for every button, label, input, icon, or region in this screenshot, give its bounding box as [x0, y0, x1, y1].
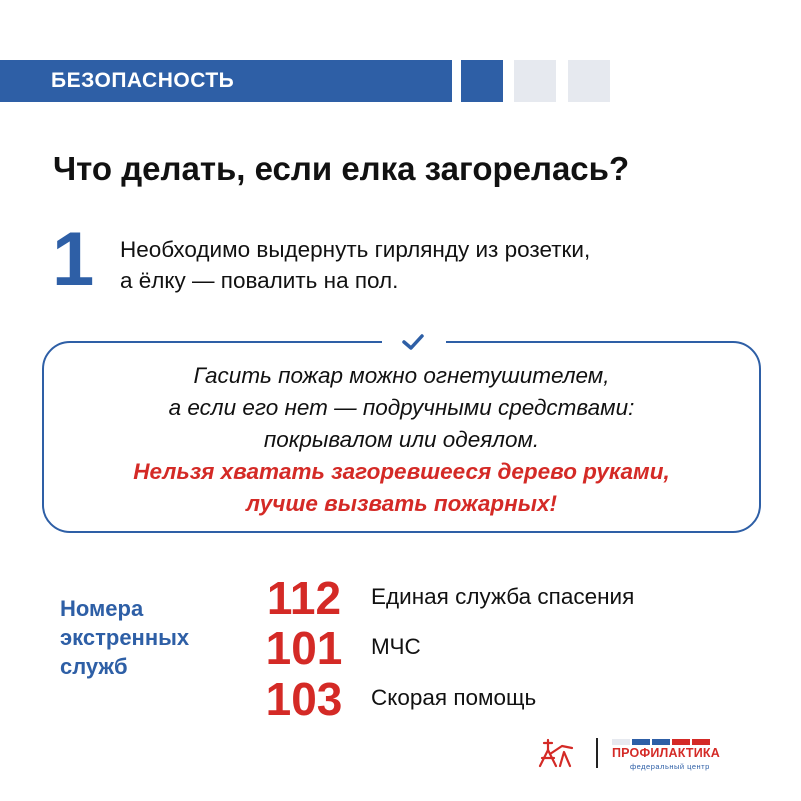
emergency-number-mchs: 101	[265, 622, 343, 674]
emergency-label	[60, 594, 189, 681]
check-icon	[400, 333, 426, 351]
category-band	[0, 60, 452, 102]
note-line-3: покрывалом или одеялом.	[263, 427, 540, 452]
warning-line-2: лучше вызвать пожарных!	[246, 491, 557, 516]
brand-name: ПРОФИЛАКТИКА	[612, 746, 720, 760]
decor-square-gray-2	[568, 60, 610, 102]
emergency-number-ambulance: 103	[265, 673, 343, 725]
step-text	[120, 234, 590, 296]
decor-square-blue	[461, 60, 503, 102]
emergency-service-ambulance: Скорая помощь	[371, 685, 537, 710]
emergency-service-mchs: МЧС	[371, 634, 421, 659]
note-line-2: а если его нет — подручными средствами:	[168, 395, 635, 420]
emergency-service-rescue: Единая служба спасения	[371, 584, 635, 609]
emergency-number-rescue: 112	[266, 572, 342, 624]
emergency-label-line-1: Номера	[60, 596, 144, 621]
category-label: БЕЗОПАСНОСТЬ	[51, 69, 235, 92]
footer-divider	[596, 738, 598, 768]
emergency-label-line-2: экстренных	[60, 625, 190, 650]
emblem-icon	[536, 736, 576, 770]
step-line-1: Необходимо выдернуть гирлянду из розетки,	[120, 237, 591, 262]
warning-line-1: Нельзя хватать загоревшееся дерево руками,	[133, 459, 670, 484]
step-line-2: а ёлку — повалить на пол.	[120, 268, 399, 293]
decor-square-gray-1	[514, 60, 556, 102]
emergency-label-line-3: служб	[60, 654, 128, 679]
page-title: Что делать, если елка загорелась?	[53, 150, 630, 187]
note-text	[42, 360, 761, 520]
step-number: 1	[52, 217, 95, 302]
brand-subtitle: федеральный центр	[630, 762, 710, 771]
note-line-1: Гасить пожар можно огнетушителем,	[193, 363, 610, 388]
brand-flag	[612, 739, 724, 745]
